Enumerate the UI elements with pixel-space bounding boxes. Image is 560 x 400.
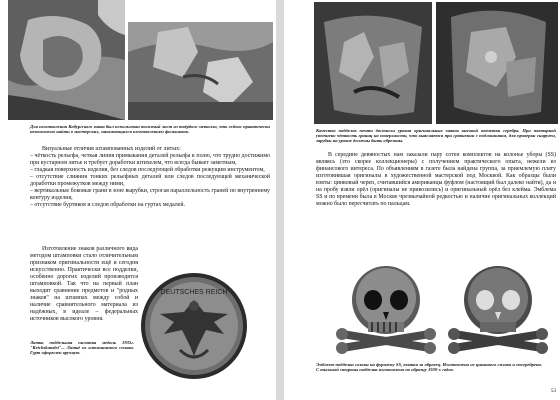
skull-badge-back (448, 262, 548, 354)
top-caption-right: Качество подделок почти достигли уровня оригинальных знаков высокой отметки серебра. При повторной уточнено чёткость границ на поверхности, что выясняется при сравнении с подлинником, для проверки снаружи, зарубки на уровне должны быть обрезаны. (316, 128, 556, 144)
gear-badge-photo-right (128, 22, 273, 120)
gear-badge-photo-left (8, 0, 125, 120)
coin-caption: Латка поддельная пилотка медаль 1935г. "Reichskanzlei"... Литьё из алюминиевого сплава. Гурт оформлен вручную. (30, 340, 134, 356)
left-page (0, 0, 276, 400)
right-body-text (316, 152, 556, 247)
paragraph: – гладкая поверхность изделия, без следов последующей обработки режущим инструментом, (30, 167, 265, 173)
top-caption-left: Для изготовления Кобургского знака был использован толстый лист из твёрдого металла, что сейчас практически невозможно найти в мастерских, занимающихся изготовлением фальшивок. (30, 124, 270, 135)
eagle-photo-left (314, 2, 432, 124)
paragraph: Изготовление знаков различного вида методом штамповки стало отличительным признаком оригинальности ещё и сегодня искусственно. Практически все подделки, особенно дорогих изделий производятся штамповкой. Так что на первый план выходит сравнение предметов и "родных знаков" на штампах между собой и наличие сравнительного материала из надёжных, в идеале – федеральных источников высокого уровня. (30, 246, 138, 322)
eagle-photo-right (436, 2, 558, 124)
paragraph: – отсутствие буртиков и следов обработки на гуртах медалей. (30, 202, 185, 208)
bottom-caption-right: Эмблема-подделка головы на фуражку SS, взятая за образец. Изготовлена из цинкового сплава и посеребрена. С тыльной стороны подделка изготовлена по образцу 1930-х годов. (316, 362, 542, 373)
paragraph: – отсутствие слияния тонких рельефных деталей или следов последующей механической доработки промежутков между ними, (30, 174, 270, 187)
page-number: 53 (551, 389, 556, 394)
left-body-text-wrap (30, 246, 138, 334)
paragraph: – вертикальные боковые грани в зоне вырубки, строгая параллельность граней по внутреннему контуру изделия, (30, 188, 270, 201)
coin-photo (140, 272, 248, 380)
right-page (284, 0, 560, 400)
paragraph: – чёткость рельефа, четкая линия примыкания деталей рельефа к полю, что трудно достижимо при кустарном литье и требует доработки штихелем, что всегда бывает заметным, (30, 153, 270, 166)
coin-inscription: DEUTSCHES REICH (160, 289, 228, 296)
skull-badge-front (336, 262, 436, 354)
paragraph: В середине девяностых нам заказали пару сотен комплектов на колонье уборы (SS) являясь (это скорее коллекционеры) с получением практического опыта, нежели из финансового интереса. По объявлениям в газете была найдена группа, за приемлемую плату изготовившая оригиналы в художественной мастерской под Москвой. Как образцы были взяты: цинковый череп, считавшийся американцы фуфлом (настоящий был далеко найти), да и на пробу взяли орёл (оригиналы не привозились) и оригинальный орёл без клейма. Эмблема SS и по времени была в Москве чрезвычайной редкостью и наличие оригинальных коллекций можно было пересчитать по пальцам. (316, 152, 556, 207)
paragraph: Визуальные отличия штампованных изделий от литых: (42, 146, 181, 152)
